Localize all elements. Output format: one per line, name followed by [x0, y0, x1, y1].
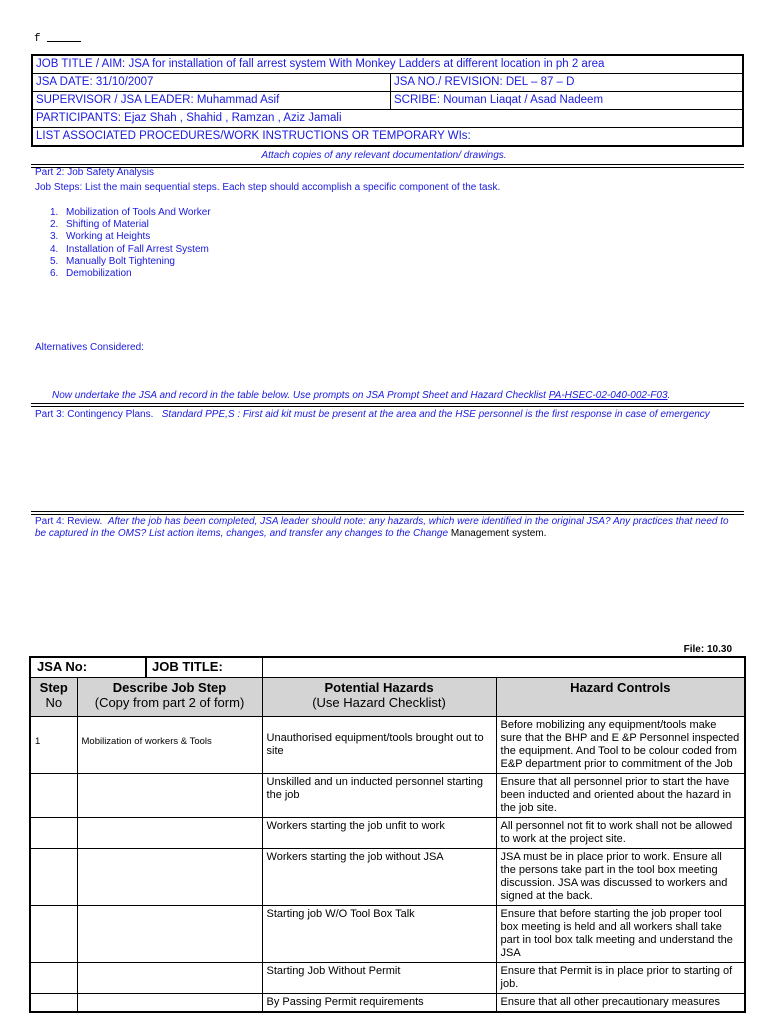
- table-row: 1 Mobilization of workers & Tools Unauthorised equipment/tools brought out to site Before mobilizing any equipment/tools make sure that the BHP and E &P Personnel inspected the equipment. And Tool to be colour coded from E&P department prior to commitment of the Job: [30, 717, 745, 774]
- list-item: 4. Installation of Fall Arrest System: [50, 243, 209, 255]
- job-title-field: JOB TITLE / AIM: JSA for installation of fall arrest system With Monkey Ladders at different location in ph 2 area: [36, 58, 605, 70]
- list-item: 1. Mobilization of Tools And Worker: [50, 207, 211, 218]
- table-row: Starting job W/O Tool Box Talk Ensure that before starting the job proper tool box meeting is held and all workers shall take part in tool box talk meeting and understand the JSA: [30, 906, 745, 963]
- form-reference-link[interactable]: PA-HSEC-02-040-002-F03: [548, 390, 668, 401]
- list-item: 2. Shifting of Material: [50, 219, 149, 231]
- jsa-header-box: [31, 54, 744, 147]
- section-divider: [31, 511, 744, 515]
- scribe-field: SCRIBE: Nouman Liaqat / Asad Nadeem: [394, 94, 604, 106]
- jsa-table: [29, 656, 746, 1013]
- table-row: Workers starting the job without JSA JSA must be in place prior to work. Ensure all the persons take part in the tool box meeting discussion. JSA was discussed to workers and signed at the back.: [30, 849, 745, 906]
- list-item: 5. Manually Bolt Tightening: [50, 255, 175, 267]
- table-row: Unskilled and un inducted personnel starting the job Ensure that all personnel prior to start the have been inducted and oriented about the hazard in the job site.: [30, 774, 745, 818]
- list-item: 6. Demobilization: [50, 268, 132, 280]
- table-row: Workers starting the job unfit to work All personnel not fit to work shall not be allowed to work at the project site.: [30, 818, 745, 849]
- jsa-number-field: JSA NO./ REVISION: DEL – 87 – D: [394, 76, 575, 88]
- undertake-note: Now undertake the JSA and record in the table below. Use prompts on JSA Prompt Sheet and Hazard Checklist PA-HSEC-02-040-002-F03.: [52, 390, 671, 401]
- attach-note: Attach copies of any relevant documentation/ drawings.: [261, 150, 507, 161]
- top-mark: f: [34, 33, 81, 45]
- table-row: By Passing Permit requirements Ensure that all other precautionary measures: [30, 994, 745, 1013]
- supervisor-field: SUPERVISOR / JSA LEADER: Muhammad Asif: [33, 92, 391, 109]
- job-title-label: JOB TITLE:: [152, 659, 223, 674]
- column-header: Describe Job Step (Copy from part 2 of form): [77, 678, 262, 717]
- column-header: Potential Hazards (Use Hazard Checklist): [262, 678, 496, 717]
- column-header: Hazard Controls: [496, 678, 745, 717]
- jsa-date-field: JSA DATE: 31/10/2007: [33, 74, 391, 91]
- job-steps-intro: Job Steps: List the main sequential steps. Each step should accomplish a specific component of the task.: [35, 182, 501, 193]
- job-steps-list: [50, 207, 211, 280]
- table-row: Starting Job Without Permit Ensure that Permit is in place prior to starting of job.: [30, 963, 745, 994]
- section-divider: [31, 403, 744, 407]
- jsa-no-cell: JSA No: JOB TITLE:: [30, 657, 262, 678]
- column-header: Step No: [30, 678, 77, 717]
- participants-field: PARTICIPANTS: Ejaz Shah , Shahid , Ramzan , Aziz Jamali: [36, 112, 342, 124]
- alternatives-label: Alternatives Considered:: [35, 342, 144, 353]
- file-number: File: 10.30: [683, 644, 732, 655]
- list-item: 3. Working at Heights: [50, 231, 151, 243]
- part3-contingency: Part 3: Contingency Plans. Standard PPE,S : First aid kit must be present at the area and the HSE personnel is the first response in case of emergency: [35, 409, 710, 420]
- part2-title: Part 2: Job Safety Analysis: [35, 167, 154, 178]
- part4-review: Part 4: Review. After the job has been completed, JSA leader should note: any hazards, which were identified in the original JSA? Any practices that need to be captured in the OMS? List action items, changes, and transfer any changes to the Change Management system.: [35, 516, 729, 539]
- procedures-field: LIST ASSOCIATED PROCEDURES/WORK INSTRUCTIONS OR TEMPORARY WIs:: [36, 130, 471, 142]
